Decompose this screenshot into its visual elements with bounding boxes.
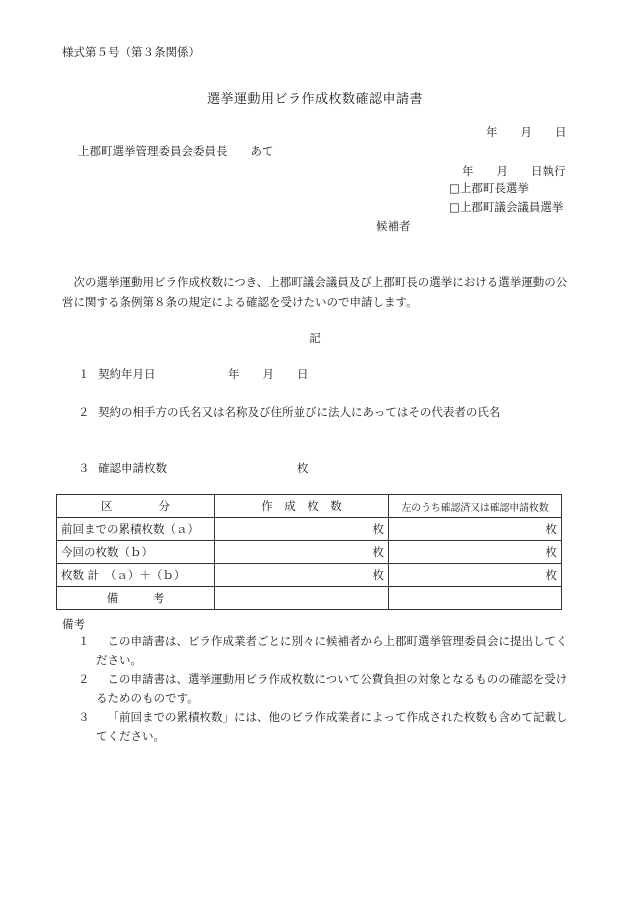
header-category: 区 分 — [57, 495, 215, 518]
note-text: 「前回までの累積枚数」には、他のビラ作成業者によって作成された枚数も含めて記載してください。 — [96, 710, 568, 743]
table-row — [57, 518, 562, 541]
table-header-row — [57, 495, 562, 518]
election-option-mayor[interactable]: □上郡町長選挙 — [449, 181, 529, 195]
note-item — [78, 708, 568, 746]
created-count-cell[interactable]: 枚 — [215, 564, 389, 587]
header-confirmed-count: 左のうち確認済又は確認申請枚数 — [389, 495, 562, 518]
contract-date-field[interactable]: 年 月 日 — [228, 367, 309, 381]
item-3-number: ３ — [78, 461, 90, 475]
form-number: 様式第５号（第３条関係） — [62, 45, 200, 59]
notes-heading: 備考 — [62, 617, 85, 631]
note-number: ３ — [78, 710, 90, 724]
count-table — [56, 494, 562, 610]
note-text: この申請書は、選挙運動用ビラ作成枚数について公費負担の対象となるものの確認を受けるためのものです。 — [96, 672, 568, 705]
note-item — [78, 632, 568, 670]
table-row — [57, 564, 562, 587]
table-row — [57, 541, 562, 564]
item-1-number: １ — [78, 367, 90, 381]
election-date: 年 月 日執行 — [462, 164, 566, 178]
table-remarks-row — [57, 587, 562, 610]
item-2-number: ２ — [78, 405, 90, 419]
row-label: 今回の枚数（ｂ） — [57, 541, 215, 564]
remarks-label: 備 考 — [57, 587, 215, 610]
addressee: 上郡町選挙管理委員会委員長 あて — [78, 144, 274, 158]
item-1-label: 契約年月日 — [98, 367, 156, 381]
document-title: 選挙運動用ビラ作成枚数確認申請書 — [206, 92, 423, 107]
application-date: 年 月 日 — [486, 125, 567, 139]
header-created-count: 作 成 枚 数 — [215, 495, 389, 518]
item-2-label: 契約の相手方の氏名又は名称及び住所並びに法人にあってはその代表者の氏名 — [98, 405, 501, 419]
note-number: ２ — [78, 672, 90, 686]
candidate-label: 候補者 — [376, 219, 411, 233]
note-number: １ — [78, 634, 90, 648]
confirmed-count-cell[interactable]: 枚 — [389, 518, 562, 541]
note-item — [78, 670, 568, 708]
confirmed-count-cell[interactable]: 枚 — [389, 541, 562, 564]
item-3-label: 確認申請枚数 — [98, 461, 167, 475]
election-option-council[interactable]: □上郡町議会議員選挙 — [449, 200, 564, 214]
item-3-unit: 枚 — [297, 461, 309, 475]
created-count-cell[interactable]: 枚 — [215, 518, 389, 541]
row-label: 前回までの累積枚数（ａ） — [57, 518, 215, 541]
remarks-cell[interactable] — [389, 587, 562, 610]
confirmed-count-cell[interactable]: 枚 — [389, 564, 562, 587]
remarks-cell[interactable] — [215, 587, 389, 610]
row-label: 枚数 計 （ａ）＋（ｂ） — [57, 564, 215, 587]
created-count-cell[interactable]: 枚 — [215, 541, 389, 564]
application-paragraph: 次の選挙運動用ビラ作成枚数につき、上郡町議会議員及び上郡町長の選挙における選挙運動の公営に関する条例第８条の規定による確認を受けたいので申請します。 — [62, 275, 568, 309]
ki-heading: 記 — [309, 331, 321, 345]
note-text: この申請書は、ビラ作成業者ごとに別々に候補者から上郡町選挙管理委員会に提出してください。 — [96, 634, 568, 667]
